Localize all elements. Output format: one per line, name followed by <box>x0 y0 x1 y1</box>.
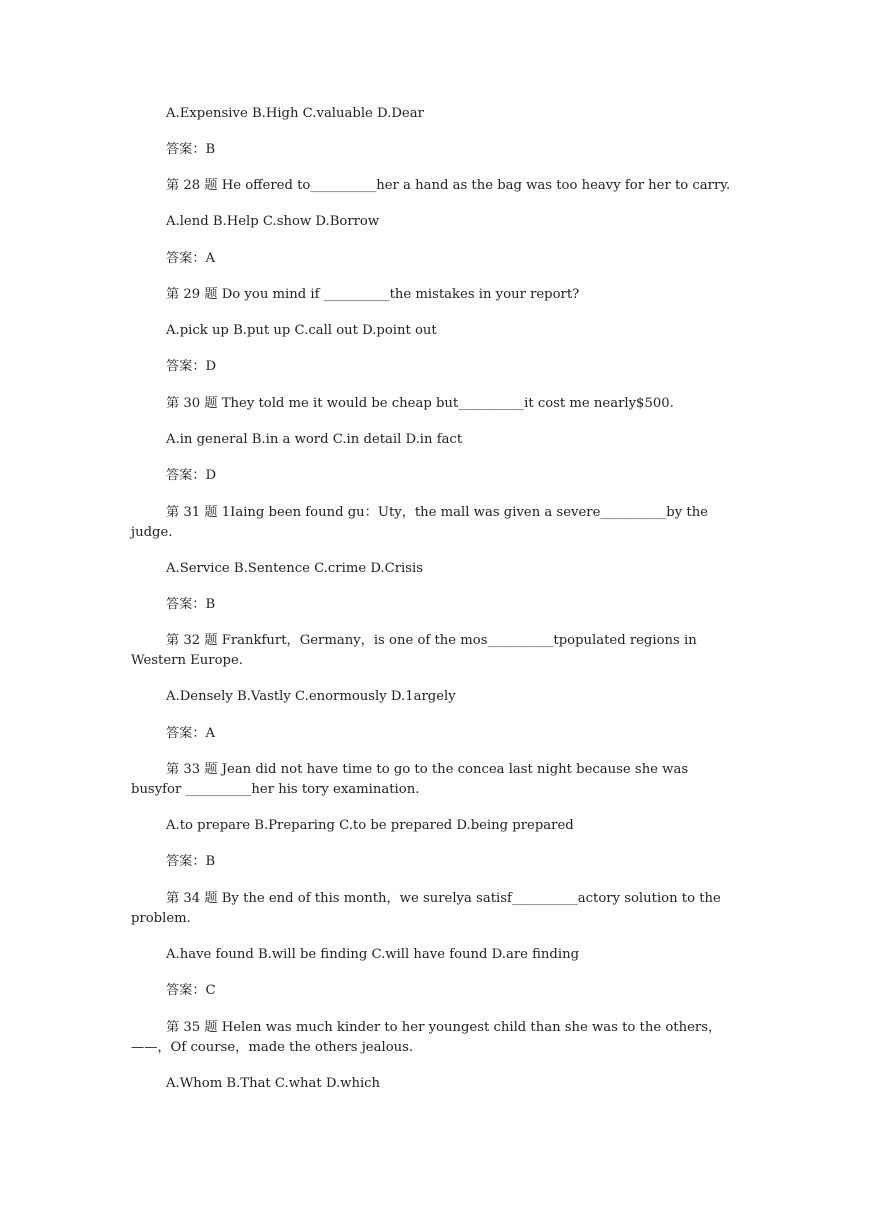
answer-q27: 答案：B <box>166 142 216 157</box>
answer-q33: 答案：B <box>166 854 216 869</box>
answer-q29: 答案：D <box>166 359 217 374</box>
answer-q28: 答案：A <box>166 251 216 266</box>
question-35: 第 35 题 Helen was much kinder to her youngest child than she was to the others，——，Of course，made the others jealous. <box>131 1020 722 1055</box>
options-q32: A.Densely B.Vastly C.enormously D.1argely <box>166 689 456 704</box>
options-q35: A.Whom B.That C.what D.which <box>166 1076 381 1091</box>
options-q29: A.pick up B.put up C.call out D.point out <box>166 323 437 338</box>
options-q34: A.have found B.will be finding C.will have found D.are finding <box>166 947 580 962</box>
options-q28: A.lend B.Help C.show D.Borrow <box>166 214 380 229</box>
question-29: 第 29 题 Do you mind if __________the mistakes in your report? <box>166 287 580 302</box>
question-30: 第 30 题 They told me it would be cheap but__________it cost me nearly$500. <box>166 396 674 411</box>
answer-q31: 答案：B <box>166 597 216 612</box>
question-31: 第 31 题 1Iaing been found gu：Uty，the mall was given a severe__________by the judge. <box>131 505 708 540</box>
options-q27: A.Expensive B.High C.valuable D.Dear <box>166 106 424 121</box>
options-q30: A.in general B.in a word C.in detail D.in fact <box>166 432 463 447</box>
question-34: 第 34 题 By the end of this month，we surelya satisf__________actory solution to the problem. <box>131 891 721 926</box>
options-q31: A.Service B.Sentence C.crime D.Crisis <box>166 561 423 576</box>
question-28: 第 28 题 He offered to__________her a hand as the bag was too heavy for her to carry. <box>166 178 731 193</box>
answer-q32: 答案：A <box>166 726 216 741</box>
answer-q34: 答案：C <box>166 983 216 998</box>
answer-q30: 答案：D <box>166 468 217 483</box>
question-32: 第 32 题 Frankfurt，Germany，is one of the mos__________tpopulated regions in Western Europe. <box>131 633 697 668</box>
question-33: 第 33 题 Jean did not have time to go to the concea last night because she was busyfor __________her his tory examination. <box>131 762 689 797</box>
options-q33: A.to prepare B.Preparing C.to be prepared D.being prepared <box>166 818 574 833</box>
document-body <box>131 104 736 1094</box>
